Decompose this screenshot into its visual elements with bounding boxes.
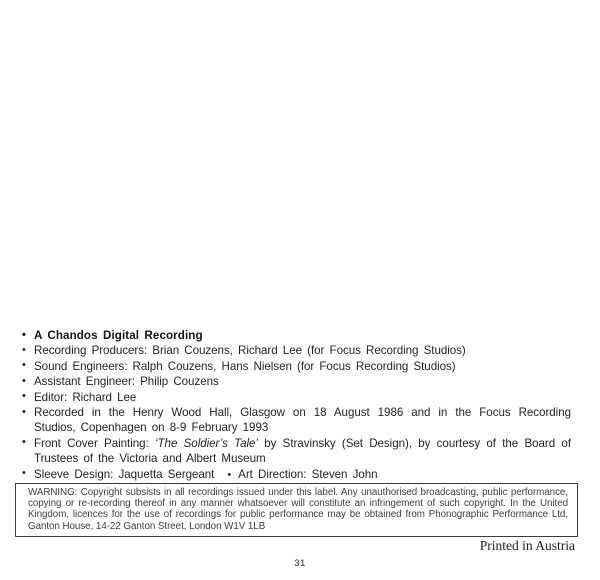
credit-item-recorded-in: [22, 405, 571, 436]
credits-list: [22, 328, 571, 483]
bullet-icon: •: [22, 328, 26, 341]
bullet-icon: •: [22, 405, 26, 418]
credit-item-sleeve-and-art: [22, 467, 571, 483]
credit-text: Recording Producers: Brian Couzens, Richard Lee (for Focus Recording Studios): [34, 344, 466, 358]
credit-text: Sound Engineers: Ralph Couzens, Hans Nielsen (for Focus Recording Studios): [34, 359, 456, 373]
bullet-icon: •: [22, 359, 26, 372]
credit-text: Sleeve Design: Jaquetta Sergeant: [34, 467, 215, 481]
copyright-warning-text: WARNING: Copyright subsists in all recordings issued under this label. Any unauthorised broadcasting, public performance, copying or re-recording thereof in any manner whatsoever will constitute an infringement of such copyright. In the United Kingdom, licences for the use of recordings for public performance may be obtained from Phonographic Performance Ltd, Ganton House, 14-22 Ganton Street, London W1V 1LB: [28, 487, 568, 532]
credit-text: A Chandos Digital Recording: [34, 329, 203, 342]
credit-text: Art Direction: Steven John: [238, 467, 378, 481]
credit-item-editor: [22, 390, 571, 405]
printed-in-label: Printed in Austria: [479, 538, 575, 553]
bullet-icon: •: [22, 467, 26, 480]
credit-text: Front Cover Painting:: [34, 436, 155, 450]
bullet-icon: •: [22, 436, 26, 449]
credit-text: Editor: Richard Lee: [34, 390, 137, 404]
cover-title-italic: ‘The Soldier’s Tale’: [154, 436, 258, 450]
credit-item-label: [22, 328, 571, 343]
credit-text: Assistant Engineer: Philip Couzens: [34, 375, 219, 389]
bullet-icon: •: [22, 374, 26, 387]
bullet-icon: •: [22, 343, 26, 356]
credit-text: Recorded in the Henry Wood Hall, Glasgow on 18 August 1986 and in the Focus Recording Studios, Copenhagen on 8-9 February 1993: [34, 406, 571, 435]
credit-item-sound-engineers: [22, 359, 571, 374]
credit-item-recording-producers: [22, 343, 571, 358]
credit-item-front-cover-painting: [22, 436, 571, 467]
bullet-icon: •: [22, 390, 26, 403]
bullet-icon: •: [227, 468, 232, 481]
copyright-warning-box: [15, 483, 578, 537]
page-number: 31: [294, 558, 306, 569]
credit-item-assistant-engineer: [22, 374, 571, 389]
credit-text: by Stravinsky (Set Design), by courtesy of the Board of Trustees of the Victoria and Albert Museum: [34, 436, 571, 466]
